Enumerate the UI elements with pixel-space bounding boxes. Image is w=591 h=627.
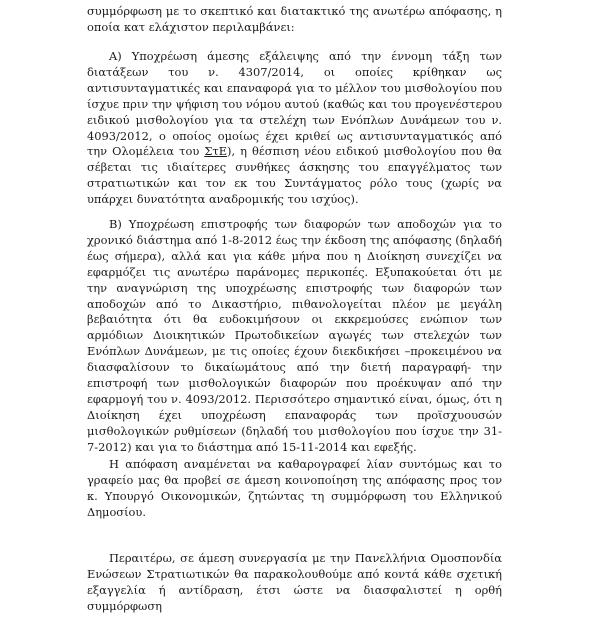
paragraph-a-text-2: ), η θέσπιση νέου ειδικού μισθολογίου που θα σέβεται τις ιδιαίτερες συνθήκες άσκησης του επαγγέλματος των στρατιωτικών και τον εκ του Συντάγματος ρόλο τους (χωρίς να υπάρχει δυνατότητα αναδρομικής του ισχύος). [87, 144, 502, 207]
paragraph-intro: συμμόρφωση με το σκεπτικό και διατακτικό της ανωτέρω απόφασης, η οποία κατ ελάχιστον περιλαμβάνει: [87, 4, 502, 34]
paragraph-a-underlined-abbreviation: ΣτΕ [204, 144, 228, 159]
paragraph-decision: Η απόφαση αναμένεται να καθαρογραφεί λίαν συντόμως και το γραφείο μας θα προβεί σε άμεση κοινοποίηση της απόφασης προς τον κ. Υπουργό Οικονομικών, ζητώντας τη συμμόρφωση του Ελληνικού Δημοσίου. [87, 457, 502, 519]
paragraph-b: Β) Υποχρέωση επιστροφής των διαφορών των αποδοχών για το χρονικό διάστημα από 1-8-2012 έως την έκδοση της απόφασης (δηλαδή έως σήμερα), αλλά και για κάθε μήνα που η Διοίκηση συνεχίζει να εφαρμόζει τις ανωτέρω παράνομες περικοπές. Εξυπακούεται ότι με την αναγνώριση της υποχρέωσης επιστροφής των διαφορών των αποδοχών από το Δικαστήριο, πιθανολογείται πλέον με μεγάλη βεβαιότητα ότι θα ευδοκιμήσουν οι εκκρεμούσες ενώπιον των αρμόδιων Διοικητικών Πρωτοδικείων αγωγές των στελεχών των Ενόπλων Δυνάμεων, με τις οποίες έχουν διεκδικήσει –προκειμένου να διασφαλίσουν το δικαίωμάτους από την διετή παραγραφή- την επιστροφή των μισθολογικών διαφορών που προέκυψαν από την εφαρμογή του ν. 4093/2012. Περισσότερο σημαντικό είναι, όμως, ότι η Διοίκηση έχει υποχρέωση επαναφοράς των προϊσχυουσών μισθολογικών ρυθμίσεων (δηλαδή του μισθολογίου που ίσχυε την 31-7-2012) και για το διάστημα από 15-11-2014 και εφεξής. [87, 217, 502, 454]
paragraph-a-text-1: Α) Υποχρέωση άμεσης εξάλειψης από την έννομη τάξη των διατάξεων του ν. 4307/2014, οι οποίες κρίθηκαν ως αντισυνταγματικές και επαναφορά για το μέλλον του μισθολογίου που ίσχυε πριν την ψήφιση του νόμου αυτού (καθώς και του προγενέστερου ειδικού μισθολογίου για τα στελέχη των Ενόπλων Δυνάμεων του ν. 4093/2012, ο οποίος ομοίως έχει κριθεί ως αντισυνταγματικός από την Ολομέλεια του [87, 49, 502, 159]
paragraph-a [87, 49, 502, 208]
paragraph-furthermore: Περαιτέρω, σε άμεση συνεργασία με την Πανελλήνια Ομοσπονδία Ενώσεων Στρατιωτικών θα παρακολουθούμε από κοντά κάθε σχετική εξαγγελία ή αντίδραση, έτσι ώστε να διασφαλιστεί η ορθή συμμόρφωση [87, 551, 502, 613]
